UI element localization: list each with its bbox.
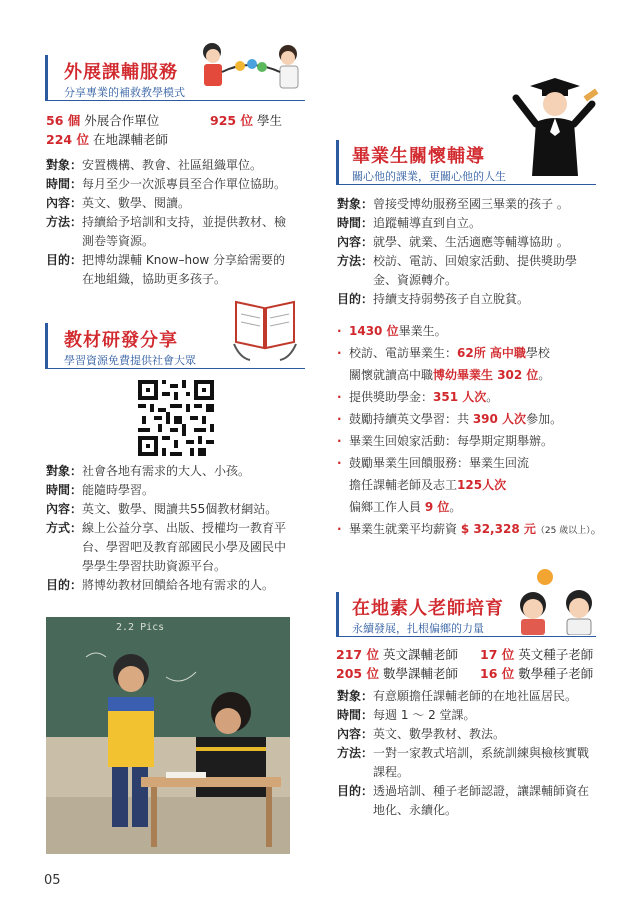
local-teachers-content: 內容： 英文、數學教材、教法。 xyxy=(337,727,506,741)
teachers-chat-illustration xyxy=(515,567,599,635)
materials-purpose: 目的： 將博幼教材回饋給各地有需求的人。 xyxy=(46,578,275,592)
page-number: 05 xyxy=(44,873,61,888)
open-book-illustration xyxy=(230,296,300,364)
outreach-target: 對象： 安置機構、教會、社區組織單位。 xyxy=(46,158,263,172)
outreach-content: 內容： 英文、數學、閱讀。 xyxy=(46,196,191,210)
graduates-method: 方法： 校訪、電訪、回娘家活動、提供獎助學金、資源轉介。 xyxy=(337,254,578,287)
materials-time: 時間： 能隨時學習。 xyxy=(46,483,155,497)
local-teachers-method: 方法： 一對一家教式培訓，系統訓練與檢核實戰課程。 xyxy=(337,746,590,779)
graduates-target: 對象： 曾接受博幼服務至國三畢業的孩子 。 xyxy=(337,197,569,211)
bullet-english-learning: · 鼓勵持續英文學習：共 390 人次參加。 xyxy=(337,412,563,426)
materials-details xyxy=(46,462,296,595)
graduates-title-underline xyxy=(336,184,596,185)
local-teachers-time: 時間： 每週 1 ～ 2 堂課。 xyxy=(337,708,476,722)
outreach-stat-teachers: 224 位 在地課輔老師 xyxy=(46,132,168,147)
local-teachers-title: 在地素人老師培育 xyxy=(352,598,504,619)
bullet-give-back: · 鼓勵畢業生回饋服務：畢業生回流 xyxy=(337,456,530,470)
blackboard-writing: 2.2 Pics xyxy=(116,622,165,633)
materials-title: 教材研發分享 xyxy=(64,330,178,351)
materials-target: 對象： 社會各地有需求的大人、小孩。 xyxy=(46,464,251,478)
stat-english-tutors: 217 位 英文課輔老師 xyxy=(336,647,458,662)
local-teachers-target: 對象： 有意願擔任課輔老師的在地社區居民。 xyxy=(337,689,578,703)
materials-title-bar xyxy=(45,323,48,368)
outreach-method: 方法： 持續給予培訓和支持，並提供教材、檢測卷等資源。 xyxy=(46,215,287,248)
local-teachers-title-bar xyxy=(336,592,339,636)
outreach-title: 外展課輔服務 xyxy=(64,62,178,83)
classroom-scene-image xyxy=(46,617,290,854)
local-teachers-title-underline xyxy=(336,636,596,637)
bullet-school-visits: · 校訪、電訪畢業生：62所 高中職學校 xyxy=(337,346,550,360)
outreach-purpose: 目的： 把博幼課輔 Know–how 分享給需要的在地組織，協助更多孩子。 xyxy=(46,253,286,286)
graduates-time: 時間： 追蹤輔導直到自立。 xyxy=(337,216,482,230)
bullet-scholarships: · 提供獎助學金：351 人次。 xyxy=(337,390,499,404)
children-playing-illustration xyxy=(198,40,310,100)
bullet-school-visits-cont: 關懷就讀高中職博幼畢業生 302 位。 xyxy=(349,368,551,382)
materials-method: 方式： 線上公益分享、出版、授權均一教育平台、學習吧及教育部國民小學及國民中學學生學習扶助資源平台。 xyxy=(46,521,287,573)
graduates-title-bar xyxy=(336,140,339,184)
outreach-stat-students: 925 位 學生 xyxy=(210,113,282,128)
stat-math-tutors: 205 位 數學課輔老師 xyxy=(336,666,458,681)
bullet-homecoming: · 畢業生回娘家活動：每學期定期舉辦。 xyxy=(337,434,554,448)
classroom-photo xyxy=(46,617,290,854)
bullet-average-salary: · 畢業生就業平均薪資 $ 32,328 元（25 歲以上）。 xyxy=(337,522,603,536)
materials-content: 內容： 英文、數學、閱讀共55個教材網站。 xyxy=(46,502,278,516)
outreach-time: 時間： 每月至少一次派專員至合作單位協助。 xyxy=(46,177,287,191)
graduate-illustration xyxy=(510,76,600,176)
outreach-title-underline xyxy=(45,100,305,101)
graduates-details xyxy=(337,195,597,309)
graduates-title: 畢業生關懷輔導 xyxy=(352,146,485,167)
outreach-details xyxy=(46,156,296,289)
bullet-graduate-count: · 1430 位畢業生。 xyxy=(337,324,447,338)
outreach-stat-partners: 56 個 外展合作單位 xyxy=(46,113,160,128)
local-teachers-details xyxy=(337,687,597,820)
qr-code[interactable] xyxy=(138,380,214,456)
outreach-subtitle: 分享專業的補救教學模式 xyxy=(64,86,185,99)
graduates-content: 內容： 就學、就業、生活適應等輔導協助 。 xyxy=(337,235,569,249)
graduates-subtitle: 關心他的課業，更關心他的人生 xyxy=(352,170,506,183)
outreach-title-bar xyxy=(45,55,48,100)
bullet-give-back-cont2: 偏鄉工作人員 9 位。 xyxy=(349,500,462,514)
bullet-give-back-cont1: 擔任課輔老師及志工125人次 xyxy=(349,478,507,492)
stat-english-seed-teachers: 17 位 英文種子老師 xyxy=(480,647,594,662)
materials-title-underline xyxy=(45,368,305,369)
local-teachers-subtitle: 永續發展，扎根偏鄉的力量 xyxy=(352,622,484,635)
graduates-purpose: 目的： 持續支持弱勢孩子自立脫貧。 xyxy=(337,292,530,306)
graduates-bullets xyxy=(337,320,617,542)
local-teachers-purpose: 目的： 透過培訓、種子老師認證，讓課輔師資在地化、永續化。 xyxy=(337,784,590,817)
materials-subtitle: 學習資源免費提供社會大眾 xyxy=(64,354,196,367)
stat-math-seed-teachers: 16 位 數學種子老師 xyxy=(480,666,594,681)
